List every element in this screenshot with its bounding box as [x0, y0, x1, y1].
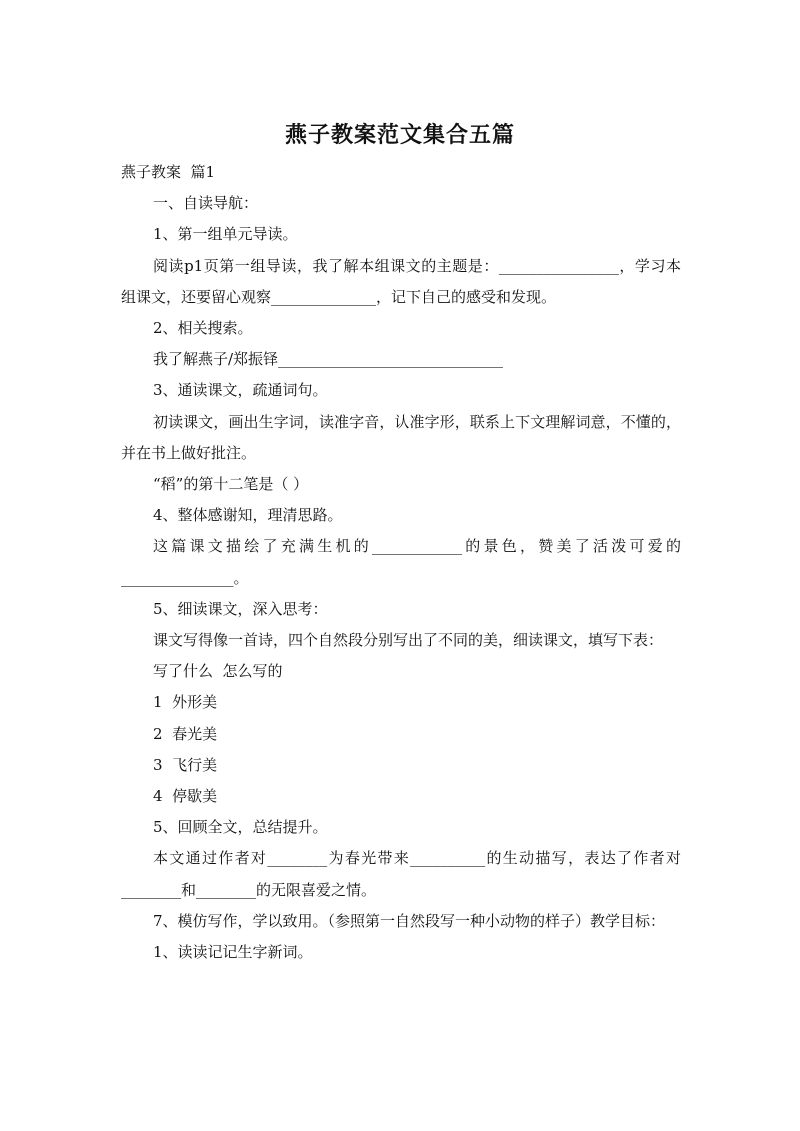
paragraph: 写了什么 怎么写的: [153, 662, 283, 681]
paragraph: 阅读p1页第一组导读，我了解本组课文的主题是：________________，学习本组课文，还要留心观察______________，记下自己的感受和发现。: [121, 256, 681, 306]
paragraph: 5、细读课文，深入思考：: [153, 599, 328, 618]
list-item: 4 停歇美: [153, 787, 218, 806]
paragraph: 1、第一组单元导读。: [153, 225, 298, 244]
paragraph: 7、模仿写作，学以致用。（参照第一自然段写一种小动物的样子）教学目标：: [153, 911, 666, 930]
paragraph: 课文写得像一首诗，四个自然段分别写出了不同的美，细读课文，填写下表：: [153, 631, 664, 650]
paragraph: 5、回顾全文，总结提升。: [153, 818, 328, 837]
list-item: 3 飞行美: [153, 755, 218, 774]
document-title: 燕子教案范文集合五篇: [284, 123, 515, 148]
paragraph: 一、自读导航：: [153, 194, 259, 213]
section-heading: 燕子教案 篇1: [121, 163, 216, 181]
document-body: [121, 157, 681, 968]
paragraph: 本文通过作者对________为春光带来__________的生动描写，表达了作者对________和________的无限喜爱之情。: [121, 849, 681, 899]
list-item: 2 春光美: [153, 724, 218, 743]
paragraph: 初读课文，画出生字词，读准字音，认准字形，联系上下文理解词意，不懂的，并在书上做好批注。: [121, 412, 681, 462]
list-item: 1 外形美: [153, 693, 218, 712]
paragraph: “稻”的第十二笔是（ ）: [153, 475, 309, 494]
paragraph: 4、整体感谢知，理清思路。: [153, 506, 343, 525]
paragraph: 2、相关搜索。: [153, 319, 253, 338]
paragraph: 3、通读课文，疏通词句。: [153, 381, 328, 400]
paragraph: 1、读读记记生字新词。: [153, 943, 313, 962]
paragraph: 这篇课文描绘了充满生机的____________的景色，赞美了活泼可爱的_______________。: [121, 537, 681, 587]
paragraph: 我了解燕子/郑振铎______________________________: [153, 350, 504, 369]
